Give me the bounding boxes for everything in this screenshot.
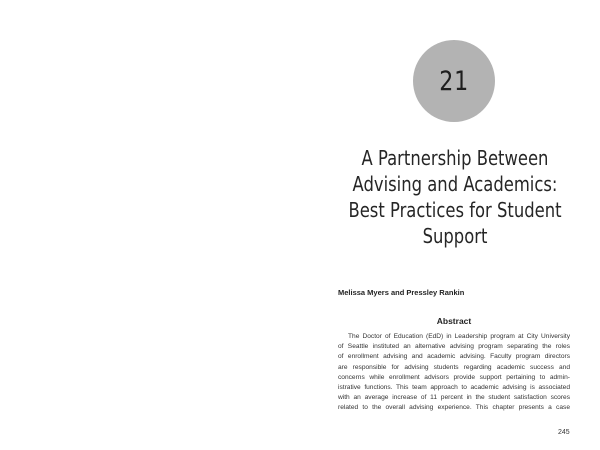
chapter-number: 21 — [439, 65, 469, 97]
abstract-line: of Seattle instituted an alternative advising program separating the roles — [338, 343, 570, 351]
abstract-line: The Doctor of Education (EdD) in Leadership program at City University — [348, 333, 570, 340]
authors: Melissa Myers and Pressley Rankin — [338, 288, 465, 297]
chapter-title — [320, 145, 590, 249]
chapter-title-line: A Partnership Between — [361, 146, 549, 170]
abstract-line: concerns while enrollment advisors provide support pertaining to admin- — [338, 373, 570, 381]
abstract-heading: Abstract — [436, 316, 472, 326]
abstract-line: istrative functions. This team approach to academic advising is associated — [338, 384, 570, 392]
chapter-number-badge — [413, 40, 495, 122]
abstract-line: related to the overall advising experience. This chapter presents a case — [338, 404, 570, 412]
abstract-line: of enrollment advising and academic advising. Faculty program directors — [338, 353, 570, 361]
chapter-title-line: Advising and Academics: — [352, 172, 558, 196]
abstract-line: are responsible for advising students regarding academic success and — [338, 363, 570, 371]
chapter-title-line: Support — [422, 224, 488, 248]
page-number: 245 — [558, 429, 570, 436]
abstract-line: with an average increase of 11 percent in the student satisfaction scores — [338, 394, 570, 402]
abstract-body — [338, 332, 570, 414]
chapter-title-line: Best Practices for Student — [348, 198, 562, 222]
